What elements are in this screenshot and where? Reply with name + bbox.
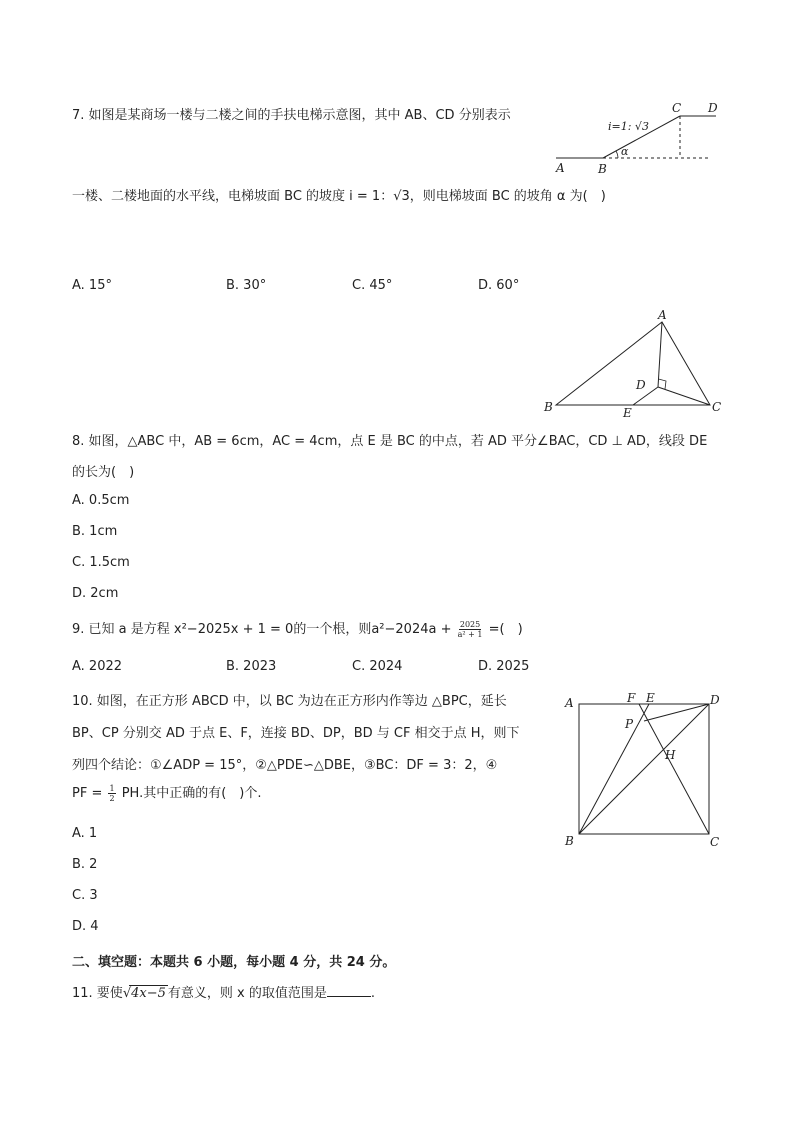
q8-option-a[interactable]: A. 0.5cm xyxy=(72,493,130,508)
q7-text-line1: 7. 如图是某商场一楼与二楼之间的手扶电梯示意图，其中 AB、CD 分别表示 xyxy=(72,108,511,123)
q10-frac-num: 1 xyxy=(109,784,115,793)
label-c: C xyxy=(710,835,720,849)
q10-text-line2: BP、CP 分别交 AD 于点 E、F，连接 BD、DP，BD 与 CF 相交于点 H，则下 xyxy=(72,726,520,741)
q11-answer-blank[interactable] xyxy=(327,984,371,997)
section2-heading: 二、填空题：本题共 6 小题，每小题 4 分，共 24 分。 xyxy=(72,955,396,970)
q7-escalator-figure xyxy=(548,98,728,178)
q8-option-d[interactable]: D. 2cm xyxy=(72,586,119,601)
label-slope: i=1: √3 xyxy=(608,120,649,133)
label-a: A xyxy=(658,308,667,322)
label-d: D xyxy=(708,101,718,115)
q9-text-before: 9. 已知 a 是方程 x²−2025x + 1 = 0的一个根，则a²−2024a + xyxy=(72,622,452,637)
q10-option-b[interactable]: B. 2 xyxy=(72,857,98,872)
q10-text-line1: 10. 如图，在正方形 ABCD 中，以 BC 为边在正方形内作等边 △BPC，延长 xyxy=(72,694,507,709)
q9-option-c[interactable]: C. 2024 xyxy=(352,659,403,674)
label-a: A xyxy=(556,161,565,175)
q9-text xyxy=(72,618,523,639)
triangle-abc xyxy=(556,322,710,405)
q8-option-c[interactable]: C. 1.5cm xyxy=(72,555,130,570)
label-p: P xyxy=(625,717,634,731)
q11-end: . xyxy=(370,986,375,1001)
q10-text-line4 xyxy=(72,782,262,803)
q10-line4-after: PH.其中正确的有( )个. xyxy=(121,786,262,801)
q11-radicand: 4x−5 xyxy=(131,986,166,1001)
segment-ad xyxy=(658,322,662,387)
q10-frac-den: 2 xyxy=(109,794,115,803)
q7-option-b[interactable]: B. 30° xyxy=(226,278,267,293)
label-b: B xyxy=(544,400,553,414)
label-a: A xyxy=(565,696,574,710)
q9-frac-num: 2025 xyxy=(459,620,481,629)
label-c: C xyxy=(712,400,722,414)
label-b: B xyxy=(598,162,607,176)
q10-text-line3: 列四个结论：①∠ADP = 15°，②△PDE∽△DBE，③BC：DF = 3：2，④ xyxy=(72,758,498,773)
q9-option-d[interactable]: D. 2025 xyxy=(478,659,530,674)
q10-option-a[interactable]: A. 1 xyxy=(72,826,98,841)
label-d: D xyxy=(636,378,646,392)
q8-text-line1: 8. 如图，△ABC 中，AB = 6cm，AC = 4cm，点 E 是 BC 的中点，若 AD 平分∠BAC，CD ⊥ AD，线段 DE xyxy=(72,434,708,449)
q11-text-before: 11. 要使 xyxy=(72,986,123,1001)
q10-option-d[interactable]: D. 4 xyxy=(72,919,99,934)
label-c: C xyxy=(672,101,682,115)
q9-option-a[interactable]: A. 2022 xyxy=(72,659,123,674)
q10-option-c[interactable]: C. 3 xyxy=(72,888,98,903)
label-b: B xyxy=(565,834,574,848)
segment-dc xyxy=(658,387,710,405)
q9-option-b[interactable]: B. 2023 xyxy=(226,659,277,674)
q9-fraction xyxy=(458,620,483,639)
q10-line4-before: PF = xyxy=(72,786,103,801)
q8-text-line2: 的长为( ) xyxy=(72,465,135,480)
q8-triangle-figure xyxy=(540,308,730,418)
radical-sign: √ xyxy=(122,986,132,1001)
label-e: E xyxy=(623,406,632,418)
segment-bd xyxy=(579,704,709,834)
q7-option-c[interactable]: C. 45° xyxy=(352,278,393,293)
segment-cf xyxy=(639,704,709,834)
q9-text-after: =( ) xyxy=(488,622,523,637)
label-d: D xyxy=(710,693,720,707)
label-h: H xyxy=(665,748,676,762)
q9-frac-den: a² + 1 xyxy=(457,630,483,639)
q7-option-d[interactable]: D. 60° xyxy=(478,278,520,293)
angle-arc xyxy=(616,151,618,158)
label-f: F xyxy=(627,691,636,705)
q7-text-line2: 一楼、二楼地面的水平线，电梯坡面 BC 的坡度 i = 1：√3，则电梯坡面 BC 的坡角 α 为( ) xyxy=(72,189,606,204)
q10-square-figure xyxy=(560,690,730,850)
label-e: E xyxy=(646,691,655,705)
segment-dp xyxy=(644,704,709,721)
q7-option-a[interactable]: A. 15° xyxy=(72,278,112,293)
q11-text xyxy=(72,982,375,1001)
segment-be xyxy=(579,704,649,834)
q11-text-after: 有意义，则 x 的取值范围是 xyxy=(167,986,327,1001)
q8-option-b[interactable]: B. 1cm xyxy=(72,524,118,539)
label-alpha: α xyxy=(621,145,629,158)
q10-fraction xyxy=(108,784,115,803)
